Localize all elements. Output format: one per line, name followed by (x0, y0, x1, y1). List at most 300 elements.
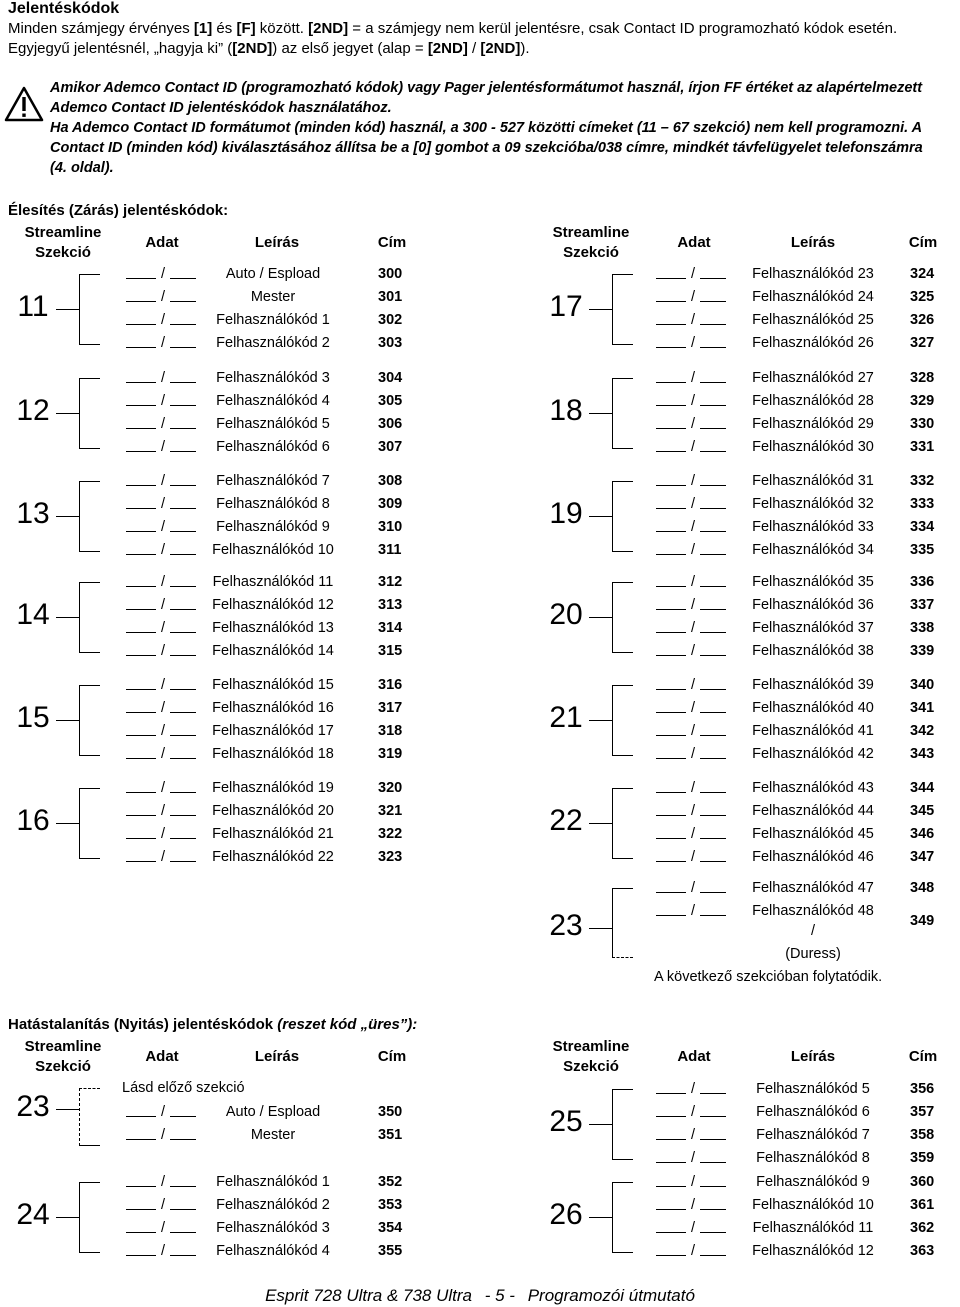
data-entry-blank[interactable] (126, 1101, 156, 1117)
row-description: Felhasználókód 15 (212, 677, 334, 693)
code-row (656, 1124, 956, 1146)
row-description: Felhasználókód 48 (752, 903, 874, 919)
data-entry-blank[interactable] (126, 743, 156, 759)
slash: / (690, 597, 696, 613)
row-description: Felhasználókód 44 (752, 803, 874, 819)
data-entry-blank[interactable] (656, 1217, 686, 1233)
data-entry-blank[interactable] (656, 493, 686, 509)
data-entry-blank[interactable] (656, 1124, 686, 1140)
data-entry-blank[interactable] (656, 846, 686, 862)
row-address: 330 (910, 416, 935, 432)
data-entry-blank[interactable] (700, 309, 726, 325)
row-address: 310 (378, 519, 403, 535)
row-address: 302 (378, 312, 403, 328)
slash: / (160, 439, 166, 455)
section-number: 14 (16, 598, 50, 631)
bracket-stem (56, 516, 80, 517)
row-address: 337 (910, 597, 935, 613)
row-address: 342 (910, 723, 935, 739)
slash: / (690, 335, 696, 351)
data-entry-blank[interactable] (126, 263, 156, 279)
header-leiras: Leírás (254, 234, 300, 251)
data-entry-blank[interactable] (170, 286, 196, 302)
code-row (656, 1101, 956, 1123)
row-address: 303 (378, 335, 403, 351)
header-streamline-szekcio (536, 223, 646, 263)
row-address: 308 (378, 473, 403, 489)
code-row (656, 877, 956, 899)
bracket (79, 481, 100, 552)
code-row (126, 823, 426, 845)
code-row (656, 332, 956, 354)
data-entry-blank[interactable] (170, 1171, 196, 1187)
disarm-section-title (8, 1016, 417, 1033)
row-description: Felhasználókód 38 (752, 643, 874, 659)
data-entry-blank[interactable] (126, 390, 156, 406)
slash: / (690, 1150, 696, 1166)
intro-text: / (467, 40, 481, 57)
intro-text: Egyjegyű jelentésnél, „hagyja ki” ( (8, 40, 233, 57)
data-entry-blank[interactable] (126, 332, 156, 348)
data-entry-blank[interactable] (700, 617, 726, 633)
section-number: 20 (549, 598, 583, 631)
data-entry-blank[interactable] (170, 516, 196, 532)
slash: / (160, 519, 166, 535)
row-description: Felhasználókód 46 (752, 849, 874, 865)
section-number: 21 (549, 701, 583, 734)
data-entry-blank[interactable] (126, 800, 156, 816)
data-entry-blank[interactable] (170, 1194, 196, 1210)
data-entry-blank[interactable] (170, 674, 196, 690)
data-entry-blank[interactable] (700, 493, 726, 509)
data-entry-blank[interactable] (656, 1078, 686, 1094)
bracket (612, 378, 633, 449)
data-entry-blank[interactable] (126, 1124, 156, 1140)
row-description: Felhasználókód 6 (756, 1104, 870, 1120)
warning-icon (4, 86, 44, 122)
data-entry-blank[interactable] (170, 823, 196, 839)
data-entry-blank[interactable] (656, 332, 686, 348)
data-entry-blank[interactable] (700, 1078, 726, 1094)
row-description: Felhasználókód 3 (216, 370, 330, 386)
slash: / (160, 393, 166, 409)
data-entry-blank[interactable] (126, 470, 156, 486)
row-description: Felhasználókód 27 (752, 370, 874, 386)
code-row (126, 286, 426, 308)
slash: / (160, 266, 166, 282)
row-address: 307 (378, 439, 403, 455)
row-address: 352 (378, 1174, 403, 1190)
slash: / (160, 700, 166, 716)
key-label: [2ND] (480, 40, 521, 57)
code-row (656, 571, 956, 593)
slash: / (690, 1197, 696, 1213)
row-address: 317 (378, 700, 403, 716)
code-row (656, 516, 956, 538)
data-entry-blank[interactable] (170, 617, 196, 633)
code-row (126, 777, 426, 799)
header-szekcio: Szekció (563, 1058, 619, 1075)
data-entry-blank[interactable] (656, 263, 686, 279)
slash: / (690, 519, 696, 535)
bracket (79, 1182, 100, 1253)
row-address: 316 (378, 677, 403, 693)
code-row (126, 413, 426, 435)
slash: / (690, 496, 696, 512)
data-entry-blank[interactable] (700, 594, 726, 610)
header-adat: Adat (145, 1048, 179, 1065)
slash: / (690, 643, 696, 659)
data-entry-blank[interactable] (126, 777, 156, 793)
row-address: 345 (910, 803, 935, 819)
data-entry-blank[interactable] (656, 720, 686, 736)
data-entry-blank[interactable] (126, 846, 156, 862)
data-entry-blank[interactable] (656, 900, 686, 916)
row-address: 350 (378, 1104, 403, 1120)
data-entry-blank[interactable] (126, 697, 156, 713)
data-entry-blank[interactable] (700, 674, 726, 690)
data-entry-blank[interactable] (126, 1194, 156, 1210)
row-description: Felhasználókód 32 (752, 496, 874, 512)
data-entry-blank[interactable] (170, 800, 196, 816)
header-streamline-szekcio (8, 1037, 118, 1077)
bracket-stem (589, 309, 613, 310)
slash: / (690, 1243, 696, 1259)
code-row (656, 594, 956, 616)
bracket-stem (56, 1109, 80, 1110)
data-entry-blank[interactable] (126, 674, 156, 690)
data-entry-blank[interactable] (700, 390, 726, 406)
data-entry-blank[interactable] (170, 413, 196, 429)
data-entry-blank[interactable] (700, 640, 726, 656)
row-address: 343 (910, 746, 935, 762)
slash: / (690, 473, 696, 489)
bracket (612, 1089, 633, 1160)
data-entry-blank[interactable] (700, 1101, 726, 1117)
row-address: 301 (378, 289, 403, 305)
key-label: [2ND] (232, 40, 273, 57)
intro-text: = a számjegy nem kerül jelentésre, csak Contact ID programozható kódok esetén. (348, 20, 898, 37)
data-entry-blank[interactable] (700, 332, 726, 348)
data-entry-blank[interactable] (700, 1147, 726, 1163)
data-entry-blank[interactable] (170, 309, 196, 325)
data-entry-blank[interactable] (170, 436, 196, 452)
header-leiras: Leírás (790, 1048, 836, 1065)
row-address: 328 (910, 370, 935, 386)
header-streamline: Streamline (552, 224, 630, 241)
footer (0, 1286, 960, 1306)
data-entry-blank[interactable] (700, 263, 726, 279)
bracket (612, 481, 633, 552)
slash: / (690, 542, 696, 558)
row-description: Felhasználókód 40 (752, 700, 874, 716)
bracket-stem (589, 516, 613, 517)
data-entry-blank[interactable] (170, 697, 196, 713)
row-address: 363 (910, 1243, 935, 1259)
row-description: Felhasználókód 1 (216, 1174, 330, 1190)
header-cim: Cím (377, 1048, 407, 1065)
disarm-title-bold: Hatástalanítás (Nyitás) jelentéskódok (8, 1016, 278, 1033)
code-row (126, 1217, 426, 1239)
bracket-stem (589, 617, 613, 618)
data-entry-blank[interactable] (170, 1240, 196, 1256)
row-description: Felhasználókód 24 (752, 289, 874, 305)
data-entry-blank[interactable] (656, 1101, 686, 1117)
data-entry-blank[interactable] (126, 571, 156, 587)
data-entry-blank[interactable] (170, 743, 196, 759)
data-entry-blank[interactable] (126, 720, 156, 736)
data-entry-blank[interactable] (656, 1147, 686, 1163)
row-description: Auto / Espload (225, 1104, 321, 1120)
data-entry-blank[interactable] (170, 720, 196, 736)
data-entry-blank[interactable] (700, 516, 726, 532)
data-entry-blank[interactable] (700, 539, 726, 555)
row-address: 338 (910, 620, 935, 636)
data-entry-blank[interactable] (656, 571, 686, 587)
row-description: Felhasználókód 29 (752, 416, 874, 432)
section-number: 22 (549, 804, 583, 837)
data-entry-blank[interactable] (656, 777, 686, 793)
data-entry-blank[interactable] (170, 594, 196, 610)
data-entry-blank[interactable] (700, 846, 726, 862)
data-entry-blank[interactable] (700, 367, 726, 383)
row-address: 358 (910, 1127, 935, 1143)
data-entry-blank[interactable] (656, 413, 686, 429)
row-address: 333 (910, 496, 935, 512)
row-description: Felhasználókód 16 (212, 700, 334, 716)
data-entry-blank[interactable] (126, 309, 156, 325)
row-description: Felhasználókód 6 (216, 439, 330, 455)
bracket (612, 1182, 633, 1253)
data-entry-blank[interactable] (170, 846, 196, 862)
code-row (126, 470, 426, 492)
row-address: 348 (910, 880, 935, 896)
data-entry-blank[interactable] (700, 900, 726, 916)
slash: / (690, 312, 696, 328)
data-entry-blank[interactable] (656, 823, 686, 839)
data-entry-blank[interactable] (126, 539, 156, 555)
code-row (656, 390, 956, 412)
data-entry-blank[interactable] (170, 571, 196, 587)
section-number: 16 (16, 804, 50, 837)
row-description: Auto / Espload (225, 266, 321, 282)
row-description: Felhasználókód 12 (212, 597, 334, 613)
data-entry-blank[interactable] (126, 594, 156, 610)
bracket-stem (589, 1124, 613, 1125)
row-description: Felhasználókód 45 (752, 826, 874, 842)
warning-paragraph: Amikor Ademco Contact ID (programozható kódok) vagy Pager jelentésformátumot használ, írjon FF értéket az alapértelmezett Ademco Contact ID jelentéskódok használatához. (50, 80, 923, 116)
data-entry-blank[interactable] (700, 286, 726, 302)
slash: / (690, 1127, 696, 1143)
slash: / (160, 496, 166, 512)
data-entry-blank[interactable] (656, 743, 686, 759)
header-cim: Cím (908, 1048, 938, 1065)
data-entry-blank[interactable] (700, 1217, 726, 1233)
row-address: 355 (378, 1243, 403, 1259)
data-entry-blank[interactable] (656, 309, 686, 325)
slash: / (690, 677, 696, 693)
data-entry-blank[interactable] (700, 697, 726, 713)
code-row (126, 571, 426, 593)
duress-label: (Duress) (785, 946, 841, 962)
data-entry-blank[interactable] (656, 877, 686, 893)
code-row (656, 1171, 956, 1193)
data-entry-blank[interactable] (170, 1124, 196, 1140)
row-description: Felhasználókód 35 (752, 574, 874, 590)
data-entry-blank[interactable] (126, 1240, 156, 1256)
data-entry-blank[interactable] (656, 539, 686, 555)
data-entry-blank[interactable] (700, 743, 726, 759)
row-description: Felhasználókód 23 (752, 266, 874, 282)
slash: / (160, 746, 166, 762)
slash: / (690, 1220, 696, 1236)
data-entry-blank[interactable] (656, 436, 686, 452)
slash: / (160, 542, 166, 558)
slash: / (690, 1174, 696, 1190)
bracket (79, 378, 100, 449)
data-entry-blank[interactable] (700, 1240, 726, 1256)
bracket (79, 582, 100, 653)
data-entry-blank[interactable] (656, 1171, 686, 1187)
slash: / (160, 473, 166, 489)
row-address: 351 (378, 1127, 403, 1143)
data-entry-blank[interactable] (700, 1124, 726, 1140)
data-entry-blank[interactable] (656, 594, 686, 610)
bracket (79, 1088, 100, 1146)
data-entry-blank[interactable] (656, 640, 686, 656)
header-streamline: Streamline (24, 224, 102, 241)
data-entry-blank[interactable] (700, 777, 726, 793)
slash: / (690, 880, 696, 896)
code-row (656, 1240, 956, 1262)
data-entry-blank[interactable] (126, 286, 156, 302)
data-entry-blank[interactable] (170, 1101, 196, 1117)
code-row (656, 617, 956, 639)
data-entry-blank[interactable] (170, 332, 196, 348)
key-label: [2ND] (427, 40, 468, 57)
data-entry-blank[interactable] (126, 823, 156, 839)
intro-line-2 (8, 40, 530, 57)
key-label: [F] (236, 20, 256, 37)
row-address: 329 (910, 393, 935, 409)
row-description: Felhasználókód 34 (752, 542, 874, 558)
row-description: Felhasználókód 4 (216, 393, 330, 409)
data-entry-blank[interactable] (126, 516, 156, 532)
key-label: [2ND] (308, 20, 349, 37)
data-entry-blank[interactable] (700, 823, 726, 839)
code-row (126, 640, 426, 662)
data-entry-blank[interactable] (656, 1194, 686, 1210)
slash: / (690, 1081, 696, 1097)
code-row (656, 286, 956, 308)
slash: / (160, 677, 166, 693)
slash: / (160, 723, 166, 739)
code-row (126, 539, 426, 561)
slash: / (690, 1104, 696, 1120)
data-entry-blank[interactable] (656, 516, 686, 532)
data-entry-blank[interactable] (126, 436, 156, 452)
data-entry-blank[interactable] (170, 263, 196, 279)
data-entry-blank[interactable] (700, 470, 726, 486)
row-description: Felhasználókód 19 (212, 780, 334, 796)
data-entry-blank[interactable] (126, 493, 156, 509)
data-entry-blank[interactable] (170, 640, 196, 656)
bracket (79, 274, 100, 345)
slash: / (160, 574, 166, 590)
data-entry-blank[interactable] (170, 777, 196, 793)
header-streamline-szekcio (536, 1037, 646, 1077)
data-entry-blank[interactable] (126, 617, 156, 633)
section-number: 12 (16, 394, 50, 427)
code-row (126, 1171, 426, 1193)
row-address: 357 (910, 1104, 935, 1120)
code-row (126, 697, 426, 719)
data-entry-blank[interactable] (126, 1217, 156, 1233)
slash: / (690, 370, 696, 386)
footer-product: Esprit 728 Ultra & 738 Ultra (265, 1286, 472, 1305)
slash: / (160, 416, 166, 432)
slash: / (160, 370, 166, 386)
data-entry-blank[interactable] (656, 800, 686, 816)
data-entry-blank[interactable] (170, 493, 196, 509)
row-description: Felhasználókód 39 (752, 677, 874, 693)
header-adat: Adat (677, 234, 711, 251)
data-entry-blank[interactable] (656, 390, 686, 406)
data-entry-blank[interactable] (700, 1171, 726, 1187)
data-entry-blank[interactable] (700, 877, 726, 893)
data-entry-blank[interactable] (170, 367, 196, 383)
data-entry-blank[interactable] (170, 539, 196, 555)
data-entry-blank[interactable] (126, 640, 156, 656)
section-number: 13 (16, 497, 50, 530)
data-entry-blank[interactable] (126, 367, 156, 383)
header-szekcio: Szekció (563, 244, 619, 261)
data-entry-blank[interactable] (700, 436, 726, 452)
slash: / (690, 746, 696, 762)
slash: / (690, 620, 696, 636)
row-address: 359 (910, 1150, 935, 1166)
intro-text: Minden számjegy érvényes (8, 20, 194, 37)
data-entry-blank[interactable] (126, 413, 156, 429)
data-entry-blank[interactable] (656, 697, 686, 713)
data-entry-blank[interactable] (700, 720, 726, 736)
data-entry-blank[interactable] (656, 674, 686, 690)
data-entry-blank[interactable] (126, 1171, 156, 1187)
data-entry-blank[interactable] (656, 617, 686, 633)
row-description: Felhasználókód 2 (216, 335, 330, 351)
data-entry-blank[interactable] (656, 1240, 686, 1256)
slash: / (690, 700, 696, 716)
data-entry-blank[interactable] (700, 571, 726, 587)
data-entry-blank[interactable] (700, 800, 726, 816)
data-entry-blank[interactable] (656, 470, 686, 486)
warning-paragraph: Ha Ademco Contact ID formátumot (minden kód) használ, a 300 - 527 közötti címeket (11 – 67 szekció) nem kell programozni. A Contact ID (minden kód) kiválasztásához állítsa be a [0] gombot a 09 szekcióba/038 címre, mindkét távfelügyelet telefonszámra (4. oldal). (50, 120, 923, 176)
data-entry-blank[interactable] (656, 367, 686, 383)
row-description: Felhasználókód 11 (212, 574, 334, 590)
data-entry-blank[interactable] (700, 413, 726, 429)
data-entry-blank[interactable] (656, 286, 686, 302)
code-row (656, 493, 956, 515)
data-entry-blank[interactable] (170, 470, 196, 486)
header-leiras: Leírás (254, 1048, 300, 1065)
data-entry-blank[interactable] (700, 1194, 726, 1210)
data-entry-blank[interactable] (170, 1217, 196, 1233)
slash: / (160, 312, 166, 328)
slash: / (160, 1127, 166, 1143)
slash: / (690, 803, 696, 819)
data-entry-blank[interactable] (170, 390, 196, 406)
row-address: 326 (910, 312, 935, 328)
